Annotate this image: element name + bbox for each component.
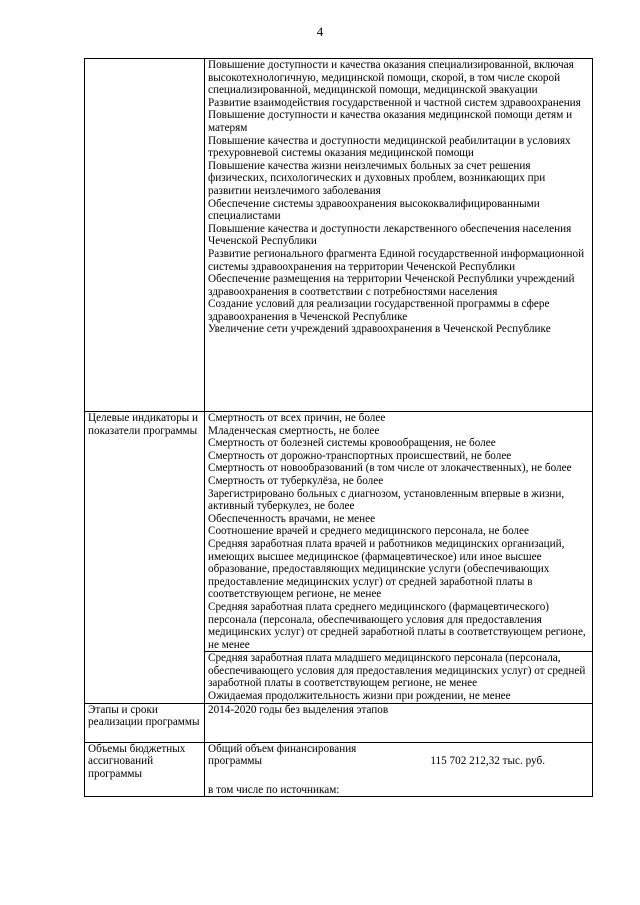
table-row-stages (85, 703, 593, 742)
task-item: Обеспечение размещения на территории Чеченской Республики учреждений здравоохранения в соответствии с потребностями населения (208, 273, 575, 298)
table-row-tasks (85, 59, 593, 412)
indicator-item: Зарегистрировано больных с диагнозом, установленным впервые в жизни, активный туберкулез, не более (208, 487, 565, 513)
table-row-funding (85, 742, 593, 797)
indicator-item: Соотношение врачей и среднего медицинского персонала, не более (208, 525, 529, 538)
indicators-cell-part2 (205, 652, 593, 703)
task-item: Развитие взаимодействия государственной и частной систем здравоохранения (208, 96, 581, 109)
task-item: Повышение качества и доступности лекарственного обеспечения населения Чеченской Республики (208, 222, 572, 248)
indicators-label: Целевые индикаторы и показатели программы (85, 412, 205, 704)
task-item: Увеличение сети учреждений здравоохранения в Чеченской Республике (208, 323, 551, 336)
task-item: Повышение качества жизни неизлечимых больных за счет решения физических, психологических и духовных проблем, возникающих при развитии неизлечимого заболевания (208, 159, 546, 197)
indicator-item: Средняя заработная плата младшего медицинского персонала (персонала, обеспечивающего условия для предоставления медицинских услуг) от средней заработной платы в соответствующем регионе, не менее (208, 652, 586, 690)
tasks-label-cell (85, 59, 205, 412)
indicator-item: Смертность от болезней системы кровообращения, не более (208, 437, 496, 450)
task-item: Развитие регионального фрагмента Единой государственной информационной системы здравоохранения на территории Чеченской Республики (208, 247, 585, 273)
indicator-item: Смертность от дорожно-транспортных происшествий, не более (208, 449, 512, 462)
indicator-item: Обеспеченность врачами, не менее (208, 512, 376, 525)
task-item: Обеспечение системы здравоохранения высококвалифицированными специалистами (208, 197, 540, 223)
task-item: Создание условий для реализации государственной программы в сфере здравоохранения в Чеченской Республике (208, 298, 550, 323)
indicator-item: Смертность от новообразований (в том числе от злокачественных), не более (208, 462, 572, 475)
indicators-cell-part1 (205, 412, 593, 652)
funding-amount: 115 702 212,32 тыс. руб. (430, 755, 545, 768)
task-item: Повышение доступности и качества оказания медицинской помощи детям и матерям (208, 109, 573, 134)
stages-value: 2014-2020 годы без выделения этапов (205, 703, 593, 742)
indicator-item: Смертность от всех причин, не более (208, 412, 386, 424)
indicator-item: Ожидаемая продолжительность жизни при рождении, не менее (208, 690, 511, 703)
indicator-item: Младенческая смертность, не более (208, 424, 380, 437)
program-passport-table (84, 58, 593, 797)
task-item: Повышение качества и доступности медицинской реабилитации в условиях трехуровневой системы оказания медицинской помощи (208, 134, 571, 160)
funding-cell (205, 742, 593, 797)
stages-label: Этапы и сроки реализации программы (85, 703, 205, 742)
funding-sources-label: в том числе по источникам: (208, 783, 340, 796)
table-row-indicators (85, 412, 593, 652)
indicator-item: Средняя заработная плата врачей и работников медицинских организаций, имеющих высшее медицинское (фармацевтическое) или иное высшее образование, предоставляющих медицинские услуги (обеспечивающих предоставление медицинских услуг) от средней заработной платы в соответствующем регионе, не менее (208, 537, 565, 601)
indicator-item: Смертность от туберкулёза, не более (208, 474, 384, 487)
page-number: 4 (316, 24, 324, 39)
funding-total-label: Общий объем финансирования (208, 742, 357, 755)
funding-program-label: программы (208, 755, 262, 768)
tasks-cell (205, 59, 593, 412)
indicator-item: Средняя заработная плата среднего медицинского (фармацевтического) персонала (персонала, обеспечивающего условия для предоставления медицинских услуг) от средней заработной платы в соответствующем регионе, не менее (208, 600, 586, 651)
funding-label: Объемы бюджетных ассигнований программы (85, 742, 205, 797)
task-item: Повышение доступности и качества оказания специализированной, включая высокотехнологичную, медицинской помощи, скорой, в том числе скорой специализированной, медицинской помощи, медицинской эвакуации (208, 59, 574, 97)
